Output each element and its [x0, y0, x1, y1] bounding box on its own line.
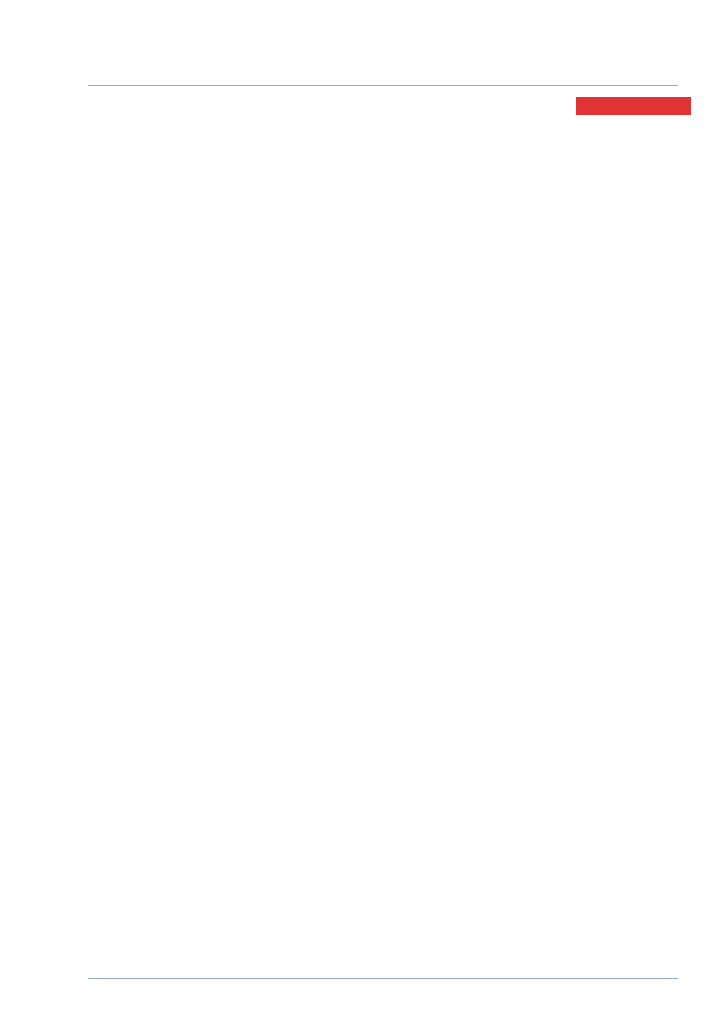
chord-diagrams-header [576, 97, 691, 115]
song-body [102, 0, 572, 1024]
footer-divider [88, 978, 678, 979]
